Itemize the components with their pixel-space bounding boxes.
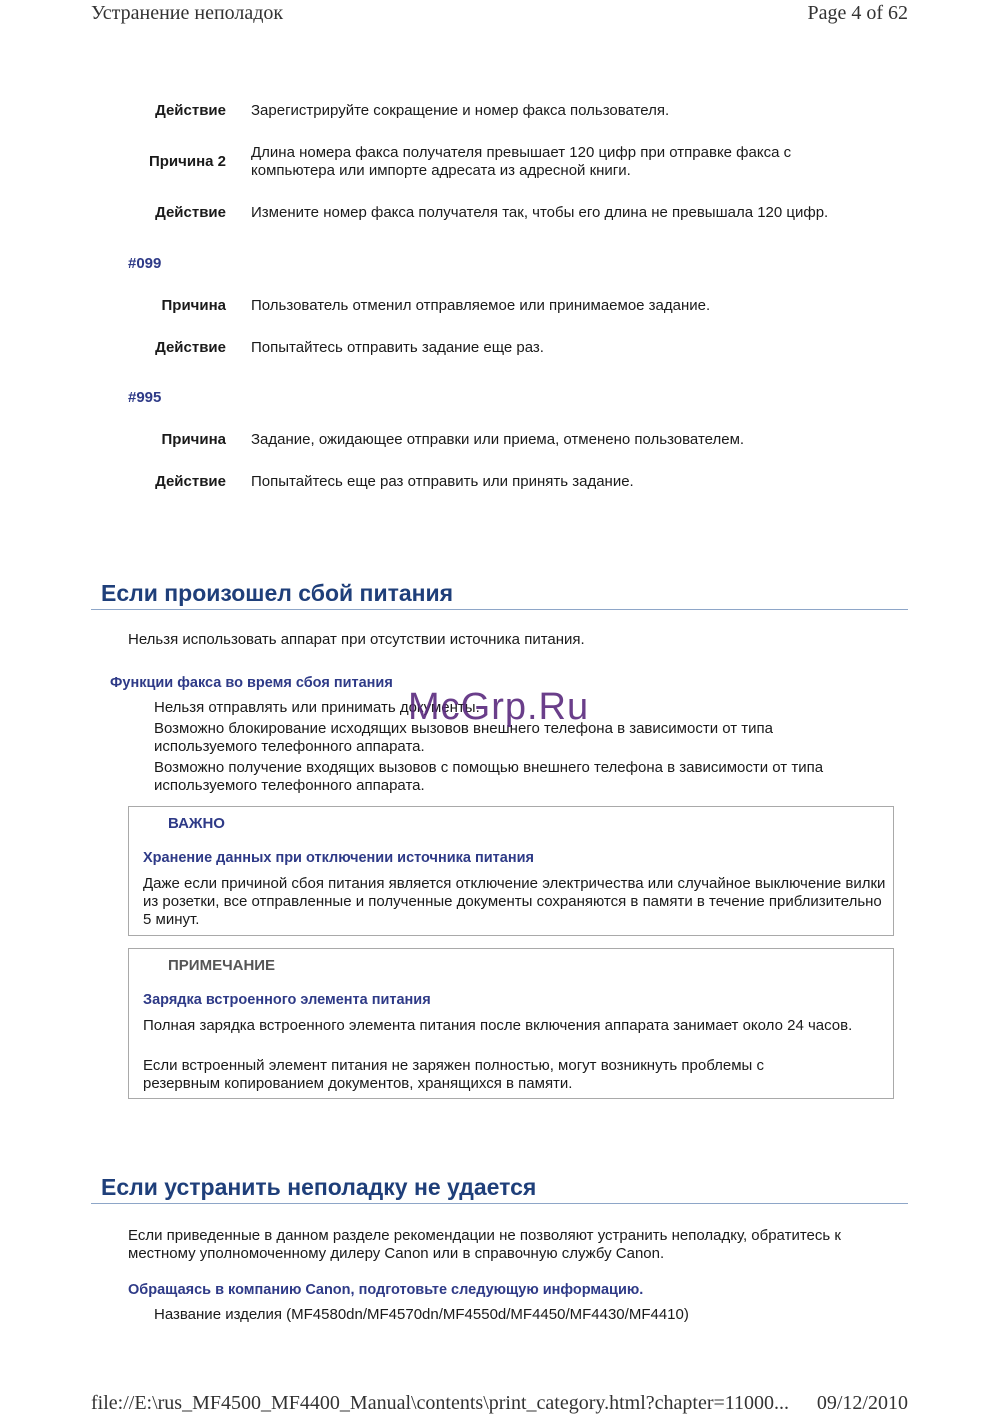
- product-name: Название изделия (MF4580dn/MF4570dn/MF4550d/MF4450/MF4430/MF4410): [154, 1306, 689, 1323]
- section-intro: Нельзя использовать аппарат при отсутствии источника питания.: [128, 631, 585, 648]
- row-text: Попытайтесь отправить задание еще раз.: [251, 339, 544, 356]
- list-item: Возможно блокирование исходящих вызовов внешнего телефона в зависимости от типа используемого телефонного аппарата.: [154, 720, 773, 755]
- contact-title: Обращаясь в компанию Canon, подготовьте следующую информацию.: [128, 1282, 644, 1298]
- row-label: Действие: [155, 339, 226, 356]
- section-divider: [91, 609, 908, 610]
- section-divider: [91, 1203, 908, 1204]
- note-text: Полная зарядка встроенного элемента питания после включения аппарата занимает около 24 часов.: [143, 1017, 853, 1034]
- important-title: Хранение данных при отключении источника питания: [143, 850, 534, 866]
- important-label: ВАЖНО: [168, 815, 225, 832]
- section-title-unresolved: Если устранить неполадку не удается: [101, 1174, 537, 1200]
- row-text: Зарегистрируйте сокращение и номер факса пользователя.: [251, 102, 670, 119]
- row-label: Причина 2: [148, 153, 226, 170]
- header-title: Устранение неполадок: [91, 2, 284, 24]
- row-text: Попытайтесь еще раз отправить или принять задание.: [251, 473, 634, 490]
- row-text: Длина номера факса получателя превышает 120 цифр при отправке факса с компьютера или импорте адресата из адресной книги.: [251, 144, 792, 179]
- section-intro: Если приведенные в данном разделе рекомендации не позволяют устранить неполадку, обратитесь к местному уполномоченному дилеру Canon или в справочную службу Canon.: [128, 1227, 841, 1262]
- note-label: ПРИМЕЧАНИЕ: [168, 957, 276, 974]
- note-title: Зарядка встроенного элемента питания: [143, 992, 431, 1008]
- row-text: Задание, ожидающее отправки или приема, отменено пользователем.: [251, 431, 745, 448]
- row-label: Действие: [155, 204, 226, 221]
- error-code-099: #099: [128, 255, 162, 272]
- footer-date: 09/12/2010: [816, 1392, 908, 1414]
- error-code-995: #995: [128, 389, 162, 406]
- important-text: Даже если причиной сбоя питания является отключение электричества или случайное выключение вилки из розетки, все отправленные и полученные документы сохраняются в памяти в течение приблизительно 5 минут.: [143, 875, 886, 928]
- row-text: Измените номер факса получателя так, чтобы его длина не превышала 120 цифр.: [251, 204, 829, 221]
- section-title-power: Если произошел сбой питания: [101, 580, 454, 606]
- page-indicator: Page 4 of 62: [807, 2, 908, 24]
- row-label: Причина: [161, 431, 226, 448]
- footer-path: file://E:\rus_MF4500_MF4400_Manual\contents\print_category.html?chapter=11000...: [91, 1392, 790, 1414]
- row-text: Пользователь отменил отправляемое или принимаемое задание.: [251, 297, 711, 314]
- row-label: Причина: [161, 297, 226, 314]
- note-text: Если встроенный элемент питания не заряжен полностью, могут возникнуть проблемы с резервным копированием документов, хранящихся в памяти.: [143, 1057, 764, 1092]
- list-item: Нельзя отправлять или принимать документы.: [154, 699, 480, 716]
- fax-functions-title: Функции факса во время сбоя питания: [110, 675, 393, 691]
- list-item: Возможно получение входящих вызовов с помощью внешнего телефона в зависимости от типа используемого телефонного аппарата.: [154, 759, 824, 794]
- watermark: McGrp.Ru: [408, 686, 590, 728]
- row-label: Действие: [155, 102, 226, 119]
- row-label: Действие: [155, 473, 226, 490]
